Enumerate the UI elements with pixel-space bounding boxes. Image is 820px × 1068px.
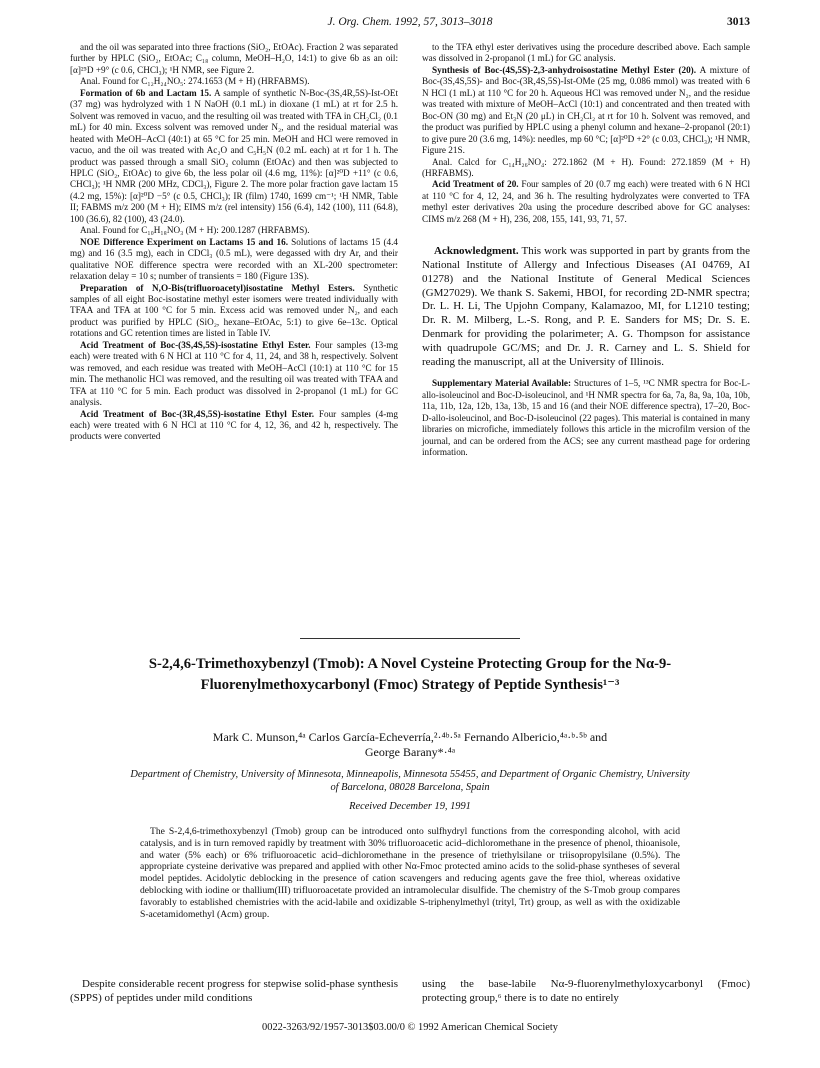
paragraph bbox=[70, 42, 398, 76]
paragraph bbox=[422, 65, 750, 157]
supplementary-text: Structures of 1–5, ¹³C NMR spectra for Boc-L-allo-isoleucinol and Boc-D-isoleucinol, and ¹H NMR spectra for 6a, 7a, 8a, 9a, 10a, 10b, 11a, 11b, 12a, 12b, 13a, 13b, 15 and 16 (and their NOE difference spectra), 17–20, Boc-D-allo-isoleucinol, and Boc-D-isoleucinol (22 pages). This material is contained in many libraries on microfiche, immediately follows this article in the microfilm version of the journal, and can be ordered from the ACS; see any current masthead page for ordering information. bbox=[422, 378, 751, 458]
acknowledgment-text: This work was supported in part by grants from the National Institute of Allergy and Infectious Diseases (AI 04769, AI 01278) and the National Institute of General Medical Sciences (GM27029). We thank S. Sakemi, HBOI, for recording 2D-NMR spectra; Dr. L. H. Li, The Upjohn Company, Kalamazoo, MI, for L1210 testing; Dr. R. M. Milberg, L.-S. Rong, and P. E. Sanders for MS; Dr. S. E. Denmark for providing the polarimeter; A. G. Thompson for assistance with quadrupole GC/MS; and Dr. J. R. Carney and L. S. Shield for reading the manuscript, all at the University of Illinois. bbox=[422, 245, 750, 368]
paragraph-text: Synthetic samples of all eight Boc-isostatine methyl ester isomers were treated individually with TFAA and TFA at 100 °C for 5 min. Excess acid was removed under N₂, and each product was purified by HPLC (SiO₂, hexane–EtOAc, 5:1) to give 6e–13c. Optical rotations and GC retention times are listed in Table IV. bbox=[70, 282, 398, 339]
paragraph-text: A mixture of Boc-(3S,4S,5S)- and Boc-(3R,4S,5S)-Ist-OMe (25 mg, 0.086 mmol) was treated with 6 N HCl (1 mL) at 110 °C for 20 h. Aqueous HCl was removed under N₂, and the residue was treated with mixture of MeOH–AcCl (10:1) and concentrated and then treated with Boc-ON (30 mg) and Et₃N (20 μL) in CH₂Cl₂ at rt for 10 h. Solvent was removed, and the product was purified by HPLC using a phenyl column and hexane–2-propanol (20:1) to give pure 20 (3.6 mg, 14%): needles, mp 60 °C; [α]²⁰D +2° (c 0.03, CHCl₃); ¹H NMR, Figure 21S. bbox=[422, 64, 750, 156]
paragraph-text: Anal. Calcd for C₁₄H₂₆NO₄: 272.1862 (M + H). Found: 272.1859 (M + H) (HRFABMS). bbox=[422, 156, 750, 178]
right-column bbox=[422, 42, 750, 459]
body-right bbox=[422, 978, 750, 1005]
paragraph-heading: Acid Treatment of 20. bbox=[432, 179, 519, 190]
page-number: 3013 bbox=[727, 16, 750, 28]
body-text-left: Despite considerable recent progress for stepwise solid-phase synthesis (SPPS) of peptides under mild conditions bbox=[70, 978, 398, 1004]
affiliation: Department of Chemistry, University of Minnesota, Minneapolis, Minnesota 55455, and Department of Organic Chemistry, University of Barcelona, 08028 Barcelona, Spain bbox=[130, 769, 690, 793]
paragraph-text: Solutions of lactams 15 (4.4 mg) and 16 (3.5 mg), each in CDCl₃ (0.5 mL), were degassed with dry Ar, and their qualitative NOE difference spectra were recorded with an XL-200 spectrometer: relaxation delay = 10 s; number of transients = 180 (Figure 13S). bbox=[70, 236, 398, 282]
author-list bbox=[150, 730, 670, 760]
authors-line-1: Mark C. Munson,⁴ᵃ Carlos García-Echeverría,²·⁴ᵇ·⁵ᵃ Fernando Albericio,⁴ᵃ·ᵇ·⁵ᵇ and bbox=[212, 730, 608, 744]
body-left bbox=[70, 978, 398, 1005]
paragraph bbox=[422, 179, 750, 225]
paragraph-text: to the TFA ethyl ester derivatives using the procedure described above. Each sample was dissolved in 2-propanol (1 mL) for GC analysis. bbox=[422, 42, 750, 64]
journal-citation: J. Org. Chem. 1992, 57, 3013–3018 bbox=[327, 16, 493, 28]
paragraph-text: Four samples (13-mg each) were treated with 6 N HCl at 110 °C for 4, 11, 24, and 38 h, respectively. Solvent was removed, and each residue was treated with MeOH–AcCl (10:1) at 110 °C for 15 min. The methanolic HCl was removed, and the resulting oil was treated with TFAA and TFA at 110 °C for 5 min. Each product was dissolved in 2-propanol (1 mL) for GC analysis. bbox=[70, 339, 399, 408]
paragraph-text: Anal. Found for C₁₂H₂₄NO₅: 274.1653 (M + H) (HRFABMS). bbox=[80, 76, 310, 87]
body-text-right: using the base-labile Nα-9-fluorenylmethyloxycarbonyl (Fmoc) protecting group,⁶ there is to date no entirely bbox=[422, 978, 750, 1004]
paragraph-heading: Synthesis of Boc-(4S,5S)-2,3-anhydroisostatine Methyl Ester (20). bbox=[432, 64, 697, 75]
acknowledgment-heading: Acknowledgment. bbox=[434, 245, 519, 258]
received-date: Received December 19, 1991 bbox=[349, 801, 471, 812]
authors-line-2: George Barany*·⁴ᵃ bbox=[364, 745, 456, 759]
paragraph-text: Four samples of 20 (0.7 mg each) were treated with 6 N HCl at 110 °C for 4, 12, 24, and 36 h. The resulting hydrolyzates were converted to TFA methyl ester derivatives 20a using the procedure described above for GC analyses: CIMS m/z 268 (M + H), 236, 208, 155, 141, 93, 71, 57. bbox=[422, 179, 751, 224]
supplementary-material bbox=[422, 378, 750, 458]
copyright-footer: 0022-3263/92/1957-3013$03.00/0 © 1992 American Chemical Society bbox=[262, 1022, 558, 1033]
paragraph-heading: Preparation of N,O-Bis(trifluoroacetyl)isostatine Methyl Esters. bbox=[80, 282, 355, 293]
paragraph-text: Four samples (4-mg each) were treated with 6 N HCl at 110 °C for 4, 12, 36, and 42 h, respectively. The products were converted bbox=[70, 408, 398, 442]
left-column bbox=[70, 42, 398, 443]
paragraph-heading: NOE Difference Experiment on Lactams 15 and 16. bbox=[80, 236, 289, 247]
paragraph bbox=[70, 237, 398, 283]
paragraph-text: and the oil was separated into three fractions (SiO₂, EtOAc). Fraction 2 was separated further by HPLC (SiO₂, EtOAc; C₁₈ column, MeOH–H₂O, 14:1) to give 6b as an oil: [α]²⁵D +9° (c 0.6, CHCl₃); ¹H NMR, see Figure 2. bbox=[70, 42, 398, 75]
article-title: S-2,4,6-Trimethoxybenzyl (Tmob): A Novel Cysteine Protecting Group for the Nα-9-Fluorenylmethoxycarbonyl (Fmoc) Strategy of Peptide Synthesis¹⁻³ bbox=[148, 656, 672, 693]
paragraph bbox=[70, 225, 398, 236]
acknowledgment bbox=[422, 245, 750, 369]
paragraph-text: Anal. Found for C₁₀H₁₈NO₃ (M + H): 200.1287 (HRFABMS). bbox=[80, 225, 310, 236]
paragraph bbox=[70, 283, 398, 340]
paragraph-text: A sample of synthetic N-Boc-(3S,4R,5S)-Ist-OEt (37 mg) was hydrolyzed with 1 N NaOH (0.1 mL) in dioxane (1 mL) at rt for 2.5 h. Solvent was removed in vacuo, and the resulting oil was treated with TFA in CH₂Cl₂ (0.1 mL) for 40 min. Excess solvent was removed under N₂, and the residual material was heated with MeOH–AcCl (40:1) at 65 °C for 25 min. MeOH and HCl were removed in vacuo, and the oil was treated with Ac₂O and C₅H₅N (0.2 mL each) at rt for 1 h. The product was passed through a small SiO₂ column (EtOAc) and then was subjected to HPLC (SiO₂, EtOAc) to give 6b, the less polar oil (4.6 mg, 11%): [α]²⁰D +11° (c 0.6, CHCl₃); ¹H NMR (200 MHz, CDCl₃), Figure 2. The more polar fraction gave lactam 15 (4.2 mg, 15%): [α]²⁰D −5° (c 0.5, CHCl₃); IR (film) 1740, 1699 cm⁻¹; ¹H NMR, Table II; FABMS m/z 200 (M + H); EIMS m/z (rel intensity) 156 (6.4), 142 (100), 111 (64.8), 100 (36.6), 82 (100), 43 (24.0). bbox=[70, 87, 399, 224]
paragraph bbox=[70, 88, 398, 225]
paragraph bbox=[422, 157, 750, 180]
article-divider bbox=[300, 638, 520, 639]
paragraph-heading: Formation of 6b and Lactam 15. bbox=[80, 87, 212, 98]
supplementary-heading: Supplementary Material Available: bbox=[432, 378, 572, 389]
paragraph-heading: Acid Treatment of Boc-(3R,4S,5S)-isostatine Ethyl Ester. bbox=[80, 408, 314, 419]
paragraph bbox=[70, 340, 398, 409]
paragraph-heading: Acid Treatment of Boc-(3S,4S,5S)-isostatine Ethyl Ester. bbox=[80, 339, 311, 350]
paragraph bbox=[70, 76, 398, 87]
paragraph bbox=[422, 42, 750, 65]
running-header bbox=[70, 16, 750, 32]
paragraph bbox=[70, 409, 398, 443]
abstract: The S-2,4,6-trimethoxybenzyl (Tmob) group can be introduced onto sulfhydryl functions from the corresponding alcohol, with acid catalysis, and is in turn removed rapidly by treatment with 30% trifluoroacetic acid–dichloromethane in the presence of phenol, thioanisole, and water (5% each) or 6% trifluoroacetic acid–dichloromethane in the presence of triethylsilane or triisopropylsilane (0.5%). The appropriate cysteine derivative was prepared and applied with other Nα-Fmoc protected amino acids to the solid-phase syntheses of several model peptides. Acidolytic deblocking in the presence of cation scavengers and reducing agents gave the free thiol, whereas oxidative deblocking with iodine or thallium(III) trifluoroacetate provided an intramolecular disulfide. The chemistry of the S-Tmob group compares favorably to established chemistries with the acid-labile and oxidizable S-triphenylmethyl (trityl, Trt) group, as well as with the oxidizable S-acetamidomethyl (Acm) group. bbox=[140, 826, 680, 920]
